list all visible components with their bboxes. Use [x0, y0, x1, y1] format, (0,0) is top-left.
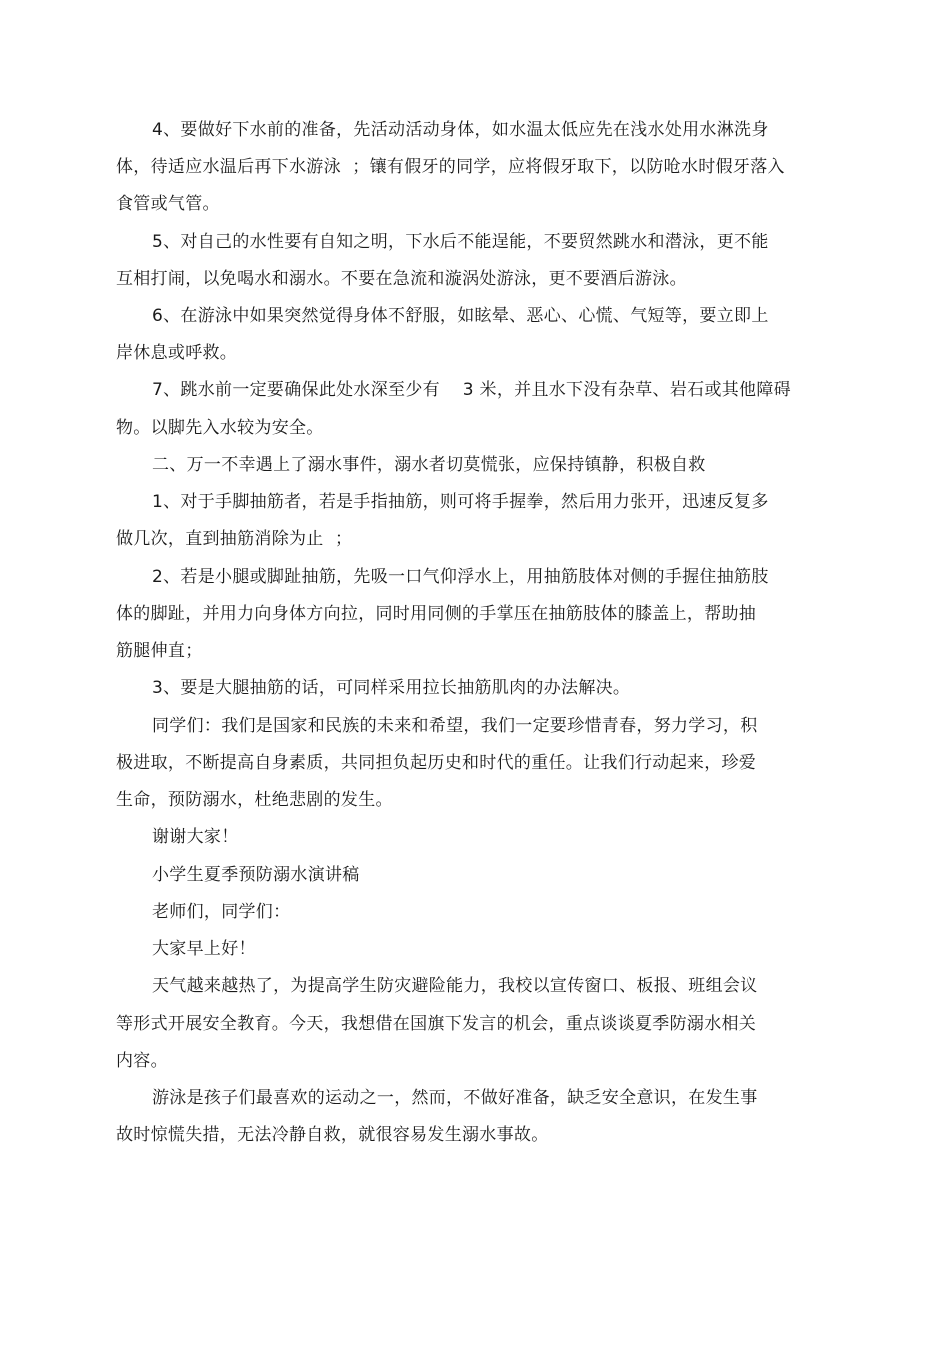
- paragraph-line: 5、对自己的水性要有自知之明，下水后不能逞能，不要贸然跳水和潜泳，更不能: [152, 232, 769, 252]
- paragraph-line: 食管或气管。: [116, 194, 220, 214]
- paragraph-line: 1、对于手脚抽筋者，若是手指抽筋，则可将手握拳，然后用力张开，迅速反复多: [152, 492, 769, 512]
- paragraph-line: 天气越来越热了，为提高学生防灾避险能力，我校以宣传窗口、板报、班组会议: [152, 976, 758, 996]
- paragraph-line: 同学们：我们是国家和民族的未来和希望，我们一定要珍惜青春，努力学习，积: [152, 716, 758, 736]
- salutation: 老师们，同学们：: [152, 902, 291, 922]
- paragraph-line: 内容。: [116, 1051, 168, 1071]
- paragraph-line: 4、要做好下水前的准备，先活动活动身体，如水温太低应先在浅水处用水淋洗身: [152, 120, 769, 140]
- paragraph-line: 筋腿伸直；: [116, 641, 203, 661]
- paragraph-line: 岸休息或呼救。: [116, 343, 238, 363]
- paragraph-line: 6、在游泳中如果突然觉得身体不舒服，如眩晕、恶心、心慌、气短等，要立即上: [152, 306, 769, 326]
- paragraph-line: 互相打闹，以免喝水和溺水。不要在急流和漩涡处游泳，更不要酒后游泳。: [116, 269, 687, 289]
- paragraph-line: 7、跳水前一定要确保此处水深至少有 3 米，并且水下没有杂草、岩石或其他障碍: [152, 380, 791, 400]
- paragraph-line: 等形式开展安全教育。今天，我想借在国旗下发言的机会，重点谈谈夏季防溺水相关: [116, 1014, 757, 1034]
- paragraph-line: 体，待适应水温后再下水游泳 ；镶有假牙的同学，应将假牙取下，以防呛水时假牙落入: [116, 157, 785, 177]
- paragraph-line: 3、要是大腿抽筋的话，可同样采用拉长抽筋肌肉的办法解决。: [152, 678, 631, 698]
- paragraph-line: 做几次，直到抽筋消除为止 ；: [116, 529, 353, 549]
- paragraph-line: 游泳是孩子们最喜欢的运动之一，然而，不做好准备，缺乏安全意识，在发生事: [152, 1088, 758, 1108]
- paragraph-line: 物。以脚先入水较为安全。: [116, 418, 324, 438]
- greeting: 大家早上好！: [152, 939, 256, 959]
- closing-line: 谢谢大家！: [152, 827, 239, 847]
- paragraph-line: 2、若是小腿或脚趾抽筋，先吸一口气仰浮水上，用抽筋肢体对侧的手握住抽筋肢: [152, 567, 769, 587]
- section-heading: 二、万一不幸遇上了溺水事件，溺水者切莫慌张，应保持镇静，积极自救: [152, 455, 706, 475]
- paragraph-line: 体的脚趾，并用力向身体方向拉，同时用同侧的手掌压在抽筋肢体的膝盖上，帮助抽: [116, 604, 757, 624]
- speech-title: 小学生夏季预防溺水演讲稿: [152, 865, 360, 885]
- paragraph-line: 故时惊慌失措，无法冷静自救，就很容易发生溺水事故。: [116, 1125, 549, 1145]
- paragraph-line: 极进取，不断提高自身素质，共同担负起历史和时代的重任。让我们行动起来，珍爱: [116, 753, 757, 773]
- paragraph-line: 生命，预防溺水，杜绝悲剧的发生。: [116, 790, 393, 810]
